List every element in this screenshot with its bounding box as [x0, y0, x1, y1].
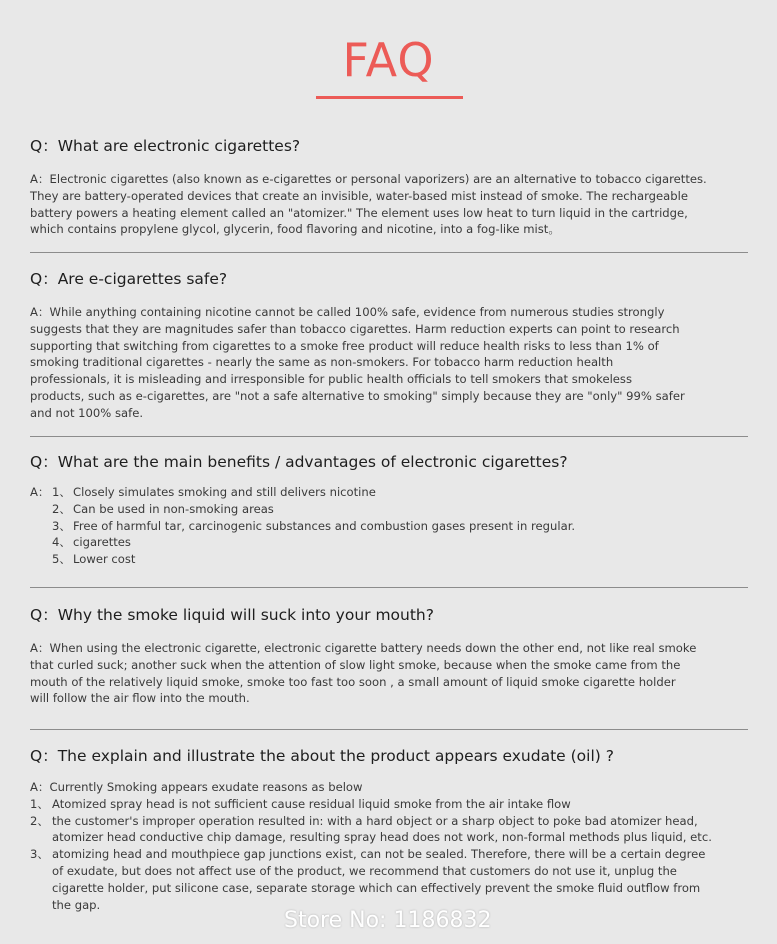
faq-answer [30, 779, 748, 913]
section-divider [30, 587, 748, 588]
faq-item-benefits [30, 451, 748, 568]
reason-line: the gap. [52, 897, 101, 912]
answer-line: A：When using the electronic cigarette, electronic cigarette battery needs down the other end, not like real smoke [30, 641, 697, 655]
item-text: cigarettes [73, 535, 131, 550]
page-title: FAQ [342, 33, 435, 87]
item-number: 4、 [52, 535, 71, 550]
item-text: Lower cost [73, 552, 136, 567]
section-divider [30, 729, 748, 730]
benefit-item [30, 518, 748, 535]
item-number: 5、 [52, 552, 71, 567]
benefit-item [30, 484, 748, 501]
answer-line: suggests that they are magnitudes safer than tobacco cigarettes. Harm reduction experts can point to research [30, 321, 680, 336]
answer-line: will follow the air flow into the mouth. [30, 691, 250, 706]
faq-question: Q：What are electronic cigarettes? [30, 137, 301, 155]
answer-line: and not 100% safe. [30, 405, 144, 420]
faq-item-electronic-cigarettes [30, 135, 748, 238]
reason-line: atomizer head conductive chip damage, resulting spray head does not work, non-formal methods plus liquid, etc. [52, 830, 712, 845]
faq-question: Q：What are the main benefits / advantages of electronic cigarettes? [30, 453, 568, 471]
item-number: 1、 [30, 796, 49, 811]
item-number: 1、 [52, 485, 71, 499]
reason-item [30, 813, 748, 847]
answer-line: They are battery-operated devices that create an invisible, water-based mist instead of smoke. The rechargeable [30, 188, 688, 203]
faq-answer [30, 484, 748, 568]
faq-answer [30, 171, 748, 238]
answer-line: products, such as e-cigarettes, are "not a safe alternative to smoking" simply because they are "only" 99% safer [30, 388, 685, 403]
reason-item [30, 796, 748, 813]
reason-line: the customer's improper operation resulted in: with a hard object or a sharp object to poke bad atomizer head, [52, 813, 698, 828]
answer-prefix: A： [30, 485, 50, 499]
answer-line: which contains propylene glycol, glycerin, food flavoring and nicotine, into a fog-like mist。 [30, 222, 560, 237]
store-watermark: Store No: 1186832 [284, 908, 492, 933]
answer-intro: A：Currently Smoking appears exudate reasons as below [30, 780, 363, 794]
benefit-item [30, 534, 748, 551]
answer-line: A：While anything containing nicotine cannot be called 100% safe, evidence from numerous studies strongly [30, 305, 665, 319]
reason-line: cigarette holder, put silicone case, separate storage which can effectively prevent the smoke fluid outflow from [52, 880, 701, 895]
faq-question: Q：Why the smoke liquid will suck into your mouth? [30, 606, 434, 624]
item-number: 3、 [52, 518, 71, 533]
faq-answer [30, 640, 748, 707]
faq-item-exudate [30, 745, 748, 913]
answer-line: supporting that switching from cigarettes to a smoke free product will reduce health risks to less than 1% of [30, 338, 659, 353]
item-number: 2、 [30, 813, 49, 828]
item-number: 2、 [52, 501, 71, 516]
faq-answer [30, 304, 748, 422]
faq-question: Q：The explain and illustrate the about the product appears exudate (oil) ? [30, 747, 614, 765]
answer-line: battery powers a heating element called an "atomizer." The element uses low heat to turn liquid in the cartridge, [30, 205, 688, 220]
title-underline [316, 96, 463, 99]
answer-line: smoking traditional cigarettes - nearly the same as non-smokers. For tobacco harm reduction health [30, 355, 614, 370]
section-divider [30, 252, 748, 253]
answer-line: mouth of the relatively liquid smoke, smoke too fast too soon , a small amount of liquid smoke cigarette holder [30, 674, 676, 689]
item-text: Free of harmful tar, carcinogenic substances and combustion gases present in regular. [73, 518, 576, 533]
reason-line: of exudate, but does not affect use of the product, we recommend that customers do not use it, unplug the [52, 863, 677, 878]
faq-question: Q：Are e-cigarettes safe? [30, 270, 228, 288]
benefit-item [30, 551, 748, 568]
item-number: 3、 [30, 847, 49, 862]
reason-line: Atomized spray head is not sufficient cause residual liquid smoke from the air intake flow [52, 796, 571, 811]
answer-line: A：Electronic cigarettes (also known as e-cigarettes or personal vaporizers) are an alternative to tobacco cigarettes. [30, 172, 707, 186]
benefit-item [30, 501, 748, 518]
item-text: Can be used in non-smoking areas [73, 501, 274, 516]
item-text: Closely simulates smoking and still delivers nicotine [73, 485, 376, 499]
reason-line: atomizing head and mouthpiece gap junctions exist, can not be sealed. Therefore, there will be a certain degree [52, 847, 706, 862]
answer-line: professionals, it is misleading and irresponsible for public health officials to tell smokers that smokeless [30, 372, 633, 387]
reason-item [30, 846, 748, 913]
section-divider [30, 436, 748, 437]
faq-item-safety [30, 268, 748, 422]
faq-item-liquid-suck [30, 604, 748, 707]
answer-line: that curled suck; another suck when the attention of slow light smoke, because when the smoke came from the [30, 657, 681, 672]
